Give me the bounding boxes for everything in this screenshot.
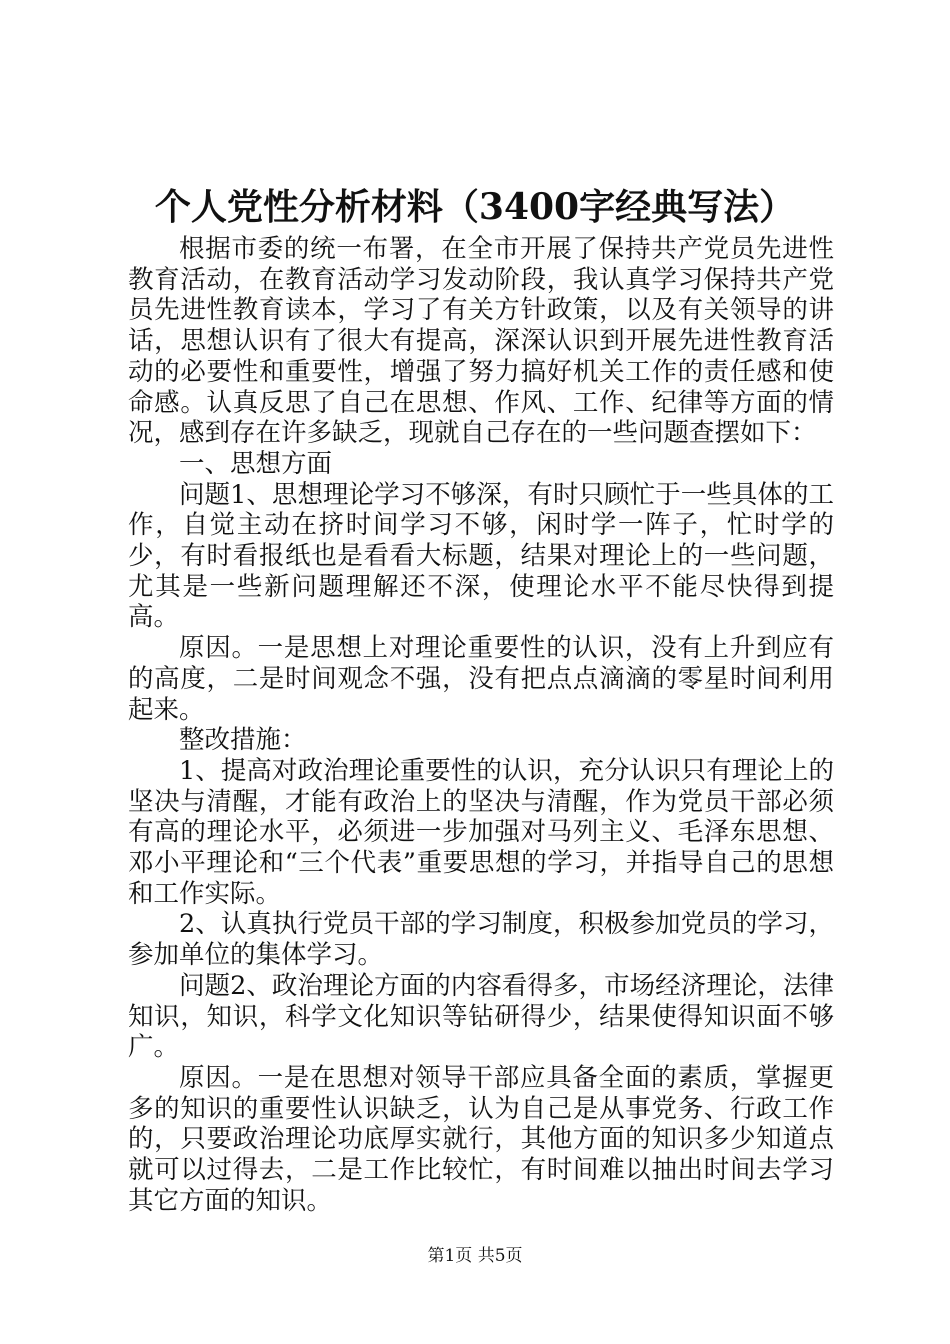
paragraph-issue-1: 问题1、思想理论学习不够深，有时只顾忙于一些具体的工作，自觉主动在挤时间学习不够，闲时学一阵子，忙时学的少，有时看报纸也是看看大标题，结果对理论上的一些问题，尤其是一些新问题理解还不深，使理论水平不能尽快得到提高。 <box>128 479 834 633</box>
paragraph-intro: 根据市委的统一布署，在全市开展了保持共产党员先进性教育活动，在教育活动学习发动阶段，我认真学习保持共产党员先进性教育读本，学习了有关方针政策，以及有关领导的讲话，思想认识有了很大有提高，深深认识到开展先进性教育活动的必要性和重要性，增强了努力搞好机关工作的责任感和使命感。认真反思了自己在思想、作风、工作、纪律等方面的情况，感到存在许多缺乏，现就自己存在的一些问题查摆如下： <box>128 234 834 449</box>
paragraph-measure-2: 2、认真执行党员干部的学习制度，积极参加党员的学习，参加单位的集体学习。 <box>128 909 834 971</box>
paragraph-measure-1: 1、提高对政治理论重要性的认识，充分认识只有理论上的坚决与清醒，才能有政治上的坚决与清醒，作为党员干部必须有高的理论水平，必须进一步加强对马列主义、毛泽东思想、邓小平理论和“三个代表”重要思想的学习，并指导自己的思想和工作实际。 <box>128 755 834 909</box>
document-title: 个人党性分析材料（3400字经典写法） <box>154 186 796 228</box>
section-heading: 一、思想方面 <box>179 448 333 479</box>
paragraph-issue-2: 问题2、政治理论方面的内容看得多，市场经济理论，法律知识，知识，科学文化知识等钻研得少，结果使得知识面不够广。 <box>128 970 834 1063</box>
paragraph-cause-2: 原因。一是在思想对领导干部应具备全面的素质，掌握更多的知识的重要性认识缺乏，认为自己是从事党务、行政工作的，只要政治理论功底厚实就行，其他方面的知识多少知道点就可以过得去，二是工作比较忙，有时间难以抽出时间去学习其它方面的知识。 <box>128 1062 834 1216</box>
paragraph-cause-1: 原因。一是思想上对理论重要性的认识，没有上升到应有的高度，二是时间观念不强，没有把点点滴滴的零星时间利用起来。 <box>128 633 834 725</box>
document-body <box>128 234 834 1217</box>
page-number: 第1页 共5页 <box>427 1246 523 1266</box>
paragraph-measures-heading: 整改措施： <box>179 725 307 756</box>
